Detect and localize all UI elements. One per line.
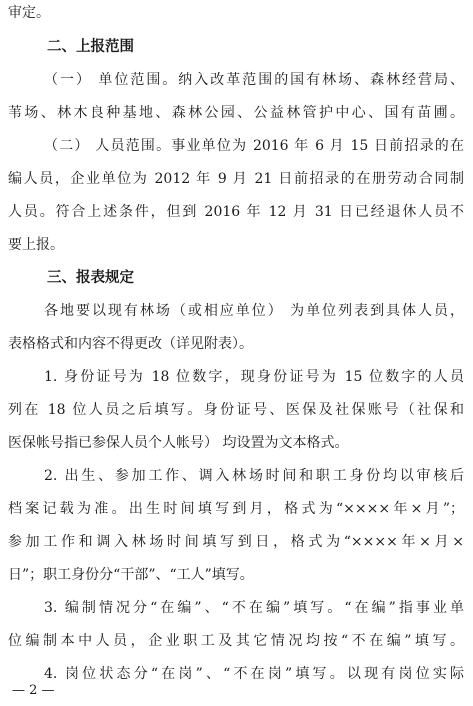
section-heading-reporting-scope: 二、上报范围	[47, 39, 134, 55]
text-line: 表格格式和内容不得更改（详见附表）。	[8, 336, 253, 352]
text-line: 要上报。	[8, 237, 64, 253]
text-line: 档案记载为准。出生时间填写到月，格式为“××××年×月”；	[8, 501, 464, 517]
text-line: 4. 岗位状态分“在岗”、“不在岗”填写。以现有岗位实际	[44, 666, 464, 682]
text-line: 1. 身份证号为 18 位数字，现身份证号为 15 位数字的人员	[44, 369, 464, 385]
text-line: 审定。	[8, 5, 50, 21]
text-line: 日”；职工身份分“干部”、“工人”填写。	[8, 567, 254, 583]
text-line: 各地要以现有林场（或相应单位） 为单位列表到具体人员，	[44, 303, 464, 319]
section-heading-report-rules: 三、报表规定	[47, 270, 134, 286]
text-line: （一） 单位范围。纳入改革范围的国有林场、森林经营局、	[44, 72, 464, 88]
text-line: 医保帐号指已参保人员个人帐号） 均设置为文本格式。	[8, 435, 349, 451]
text-line: 3. 编制情况分“在编”、“不在编”填写。“在编”指事业单	[44, 600, 464, 616]
text-line: 参加工作和调入林场时间填写到日，格式为“××××年×月×	[8, 534, 464, 550]
text-line: 位编制本中人员，企业职工及其它情况均按“不在编”填写。	[8, 633, 464, 649]
text-line: 2. 出生、参加工作、调入林场时间和职工身份均以审核后	[44, 468, 464, 484]
page-number: — 2 —	[12, 683, 55, 698]
text-line: 列在 18 位人员之后填写。身份证号、医保及社保账号（社保和	[8, 402, 464, 418]
text-line: 人员。符合上述条件，但到 2016 年 12 月 31 日已经退休人员不	[8, 204, 464, 220]
text-line: 编人员，企业单位为 2012 年 9 月 21 日前招录的在册劳动合同制	[8, 171, 464, 187]
text-line: （二） 人员范围。事业单位为 2016 年 6 月 15 日前招录的在	[44, 138, 464, 154]
text-line: 苇场、林木良种基地、森林公园、公益林管护中心、国有苗圃。	[8, 105, 464, 121]
